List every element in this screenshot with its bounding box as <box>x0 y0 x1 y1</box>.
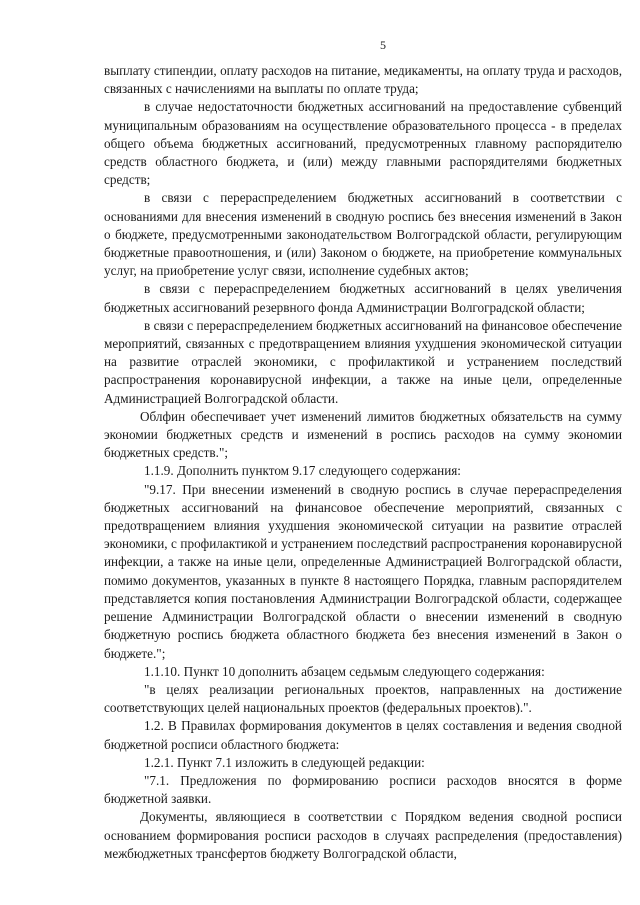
paragraph-7: 1.1.9. Дополнить пунктом 9.17 следующего содержания: <box>144 463 461 479</box>
paragraph-13: "7.1. Предложения по формированию росписи расходов вносятся в форме бюджетной заявки. <box>104 772 622 807</box>
paragraph-3: в связи с перераспределением бюджетных ассигнований в соответствии с основаниями для внесения изменений в сводную роспись без внесения изменений в Закон о бюджете, предусмотренными законодательством Волгоградской области, регулирующим бюджетные правоотношения, и (или) Законом о бюджете, на приобретение коммунальных услуг, на приобретение услуг связи, исполнение судебных актов; <box>104 190 622 279</box>
paragraph-9: 1.1.10. Пункт 10 дополнить абзацем седьмым следующего содержания: <box>144 663 545 679</box>
paragraph-6: Облфин обеспечивает учет изменений лимитов бюджетных обязательств на сумму экономии бюджетных средств и изменений в роспись расходов на сумму экономии бюджетных средств."; <box>104 408 622 461</box>
paragraph-12: 1.2.1. Пункт 7.1 изложить в следующей редакции: <box>144 754 425 770</box>
paragraph-5: в связи с перераспределением бюджетных ассигнований на финансовое обеспечение мероприятий, связанных с предотвращением влияния ухудшения экономической ситуации на развитие отраслей экономики, с профилактикой и устранением последствий распространения коронавирусной инфекции, а также на иные цели, определенные Администрацией Волгоградской области. <box>104 317 622 406</box>
paragraph-14: Документы, являющиеся в соответствии с Порядком ведения сводной росписи основанием формирования росписи расходов в случаях распределения (предоставления) межбюджетных трансфертов бюджету Волгоградской области, <box>104 809 622 861</box>
paragraph-2: в случае недостаточности бюджетных ассигнований на предоставление субвенций муниципальным образованиям на осуществление образовательного процесса - в пределах общего объема бюджетных ассигнований, предусмотренных главному распорядителю средств областного бюджета, и (или) между главными распорядителями бюджетных средств; <box>104 99 622 188</box>
paragraph-1: выплату стипендии, оплату расходов на питание, медикаменты, на оплату труда и расходов, связанных с начислениями на выплаты по оплате труда; <box>104 63 622 97</box>
paragraph-8: "9.17. При внесении изменений в сводную роспись в случае перераспределения бюджетных ассигнований на финансовое обеспечение мероприятий, связанных с предотвращением влияния ухудшения экономической ситуации на развитие отраслей экономики, с профилактикой и устранением последствий распространения коронавирусной инфекции, а также на иные цели, определенные Администрацией Волгоградской области, помимо документов, указанных в пункте 8 настоящего Порядка, главным распорядителем представляется копия постановления Администрации Волгоградской области, содержащее решение Администрации Волгоградской области о внесении изменений в сводную бюджетную роспись бюджета областного бюджета без внесения изменений в Закон о бюджете."; <box>104 481 622 661</box>
paragraph-11: 1.2. В Правилах формирования документов в целях составления и ведения сводной бюджетной росписи областного бюджета: <box>104 718 622 752</box>
paragraph-4: в связи с перераспределением бюджетных ассигнований в целях увеличения бюджетных ассигнований резервного фонда Администрации Волгоградской области; <box>104 281 622 315</box>
paragraph-10: "в целях реализации региональных проектов, направленных на достижение соответствующих целей национальных проектов (федеральных проектов).". <box>104 681 622 716</box>
page-number: 5 <box>380 38 386 52</box>
